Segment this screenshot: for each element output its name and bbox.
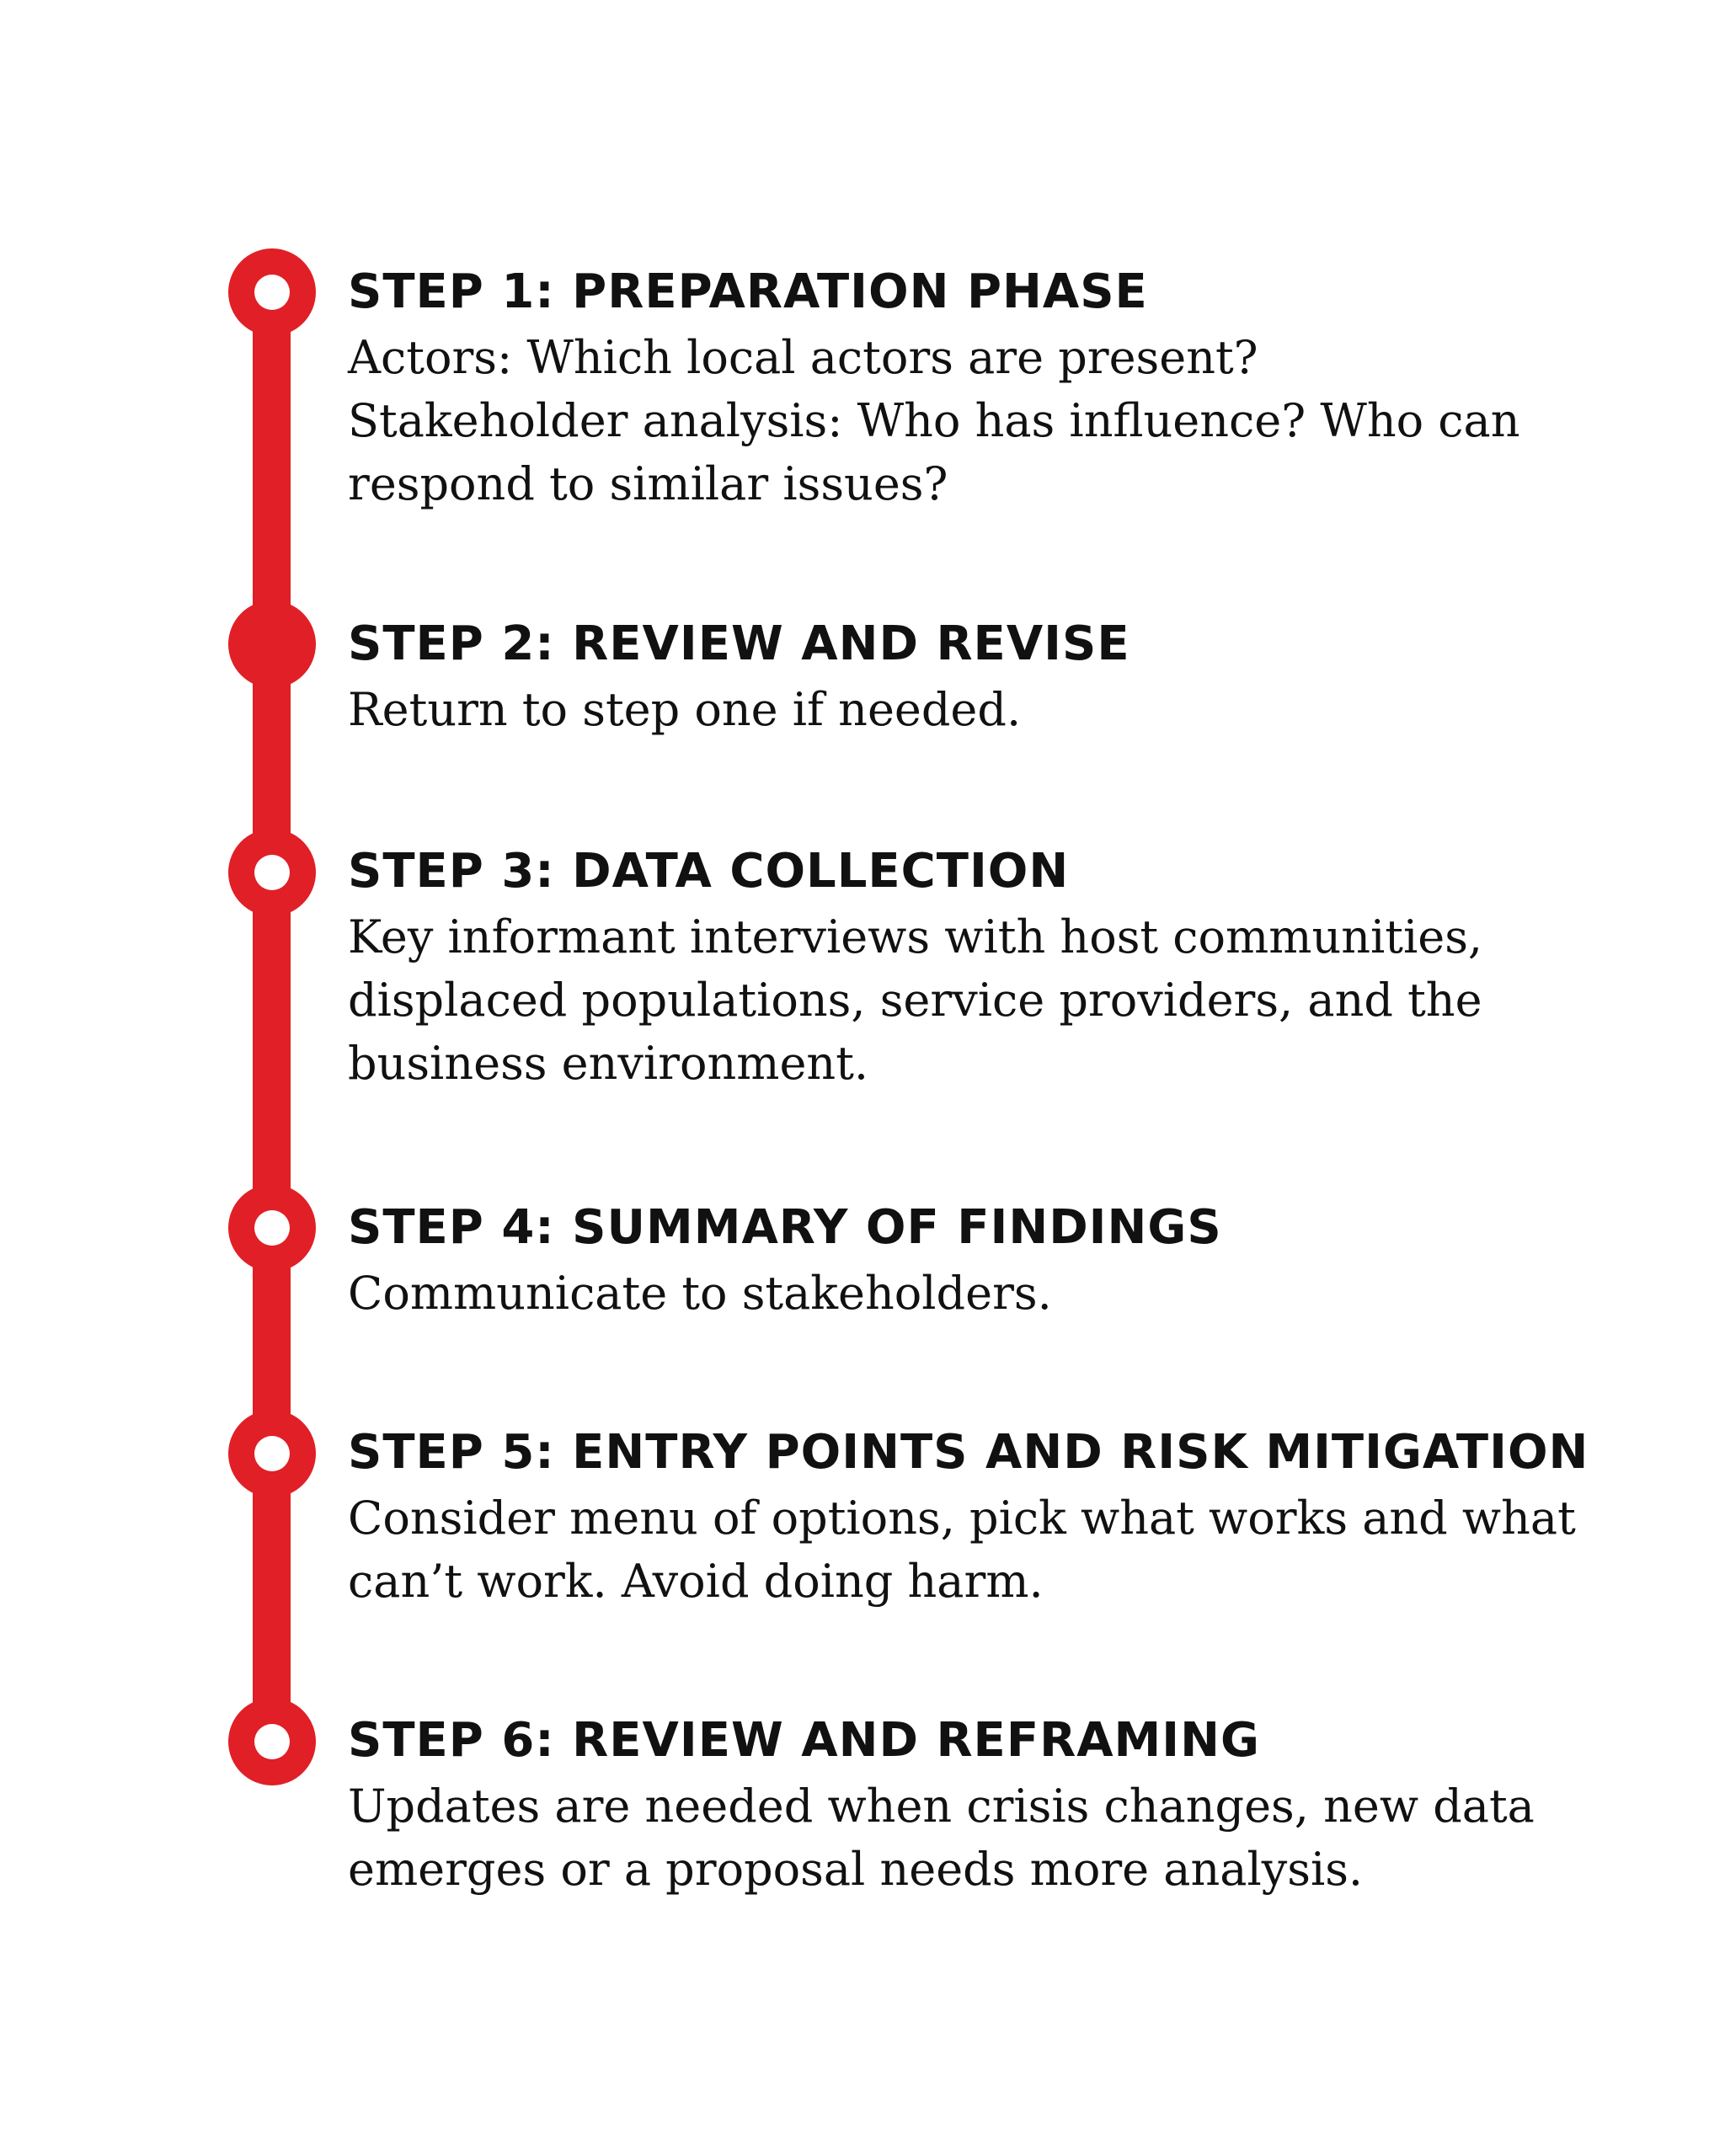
step-6-node-hole — [254, 1724, 290, 1759]
step-3-line-1: Key informant interviews with host communities, — [348, 910, 1483, 963]
step-2 — [348, 611, 1696, 741]
step-1-node-hole — [254, 275, 290, 310]
step-6-description — [348, 1774, 1696, 1901]
step-6-title: STEP 6: REVIEW AND REFRAMING — [348, 1713, 1260, 1768]
step-5-node — [228, 1410, 316, 1497]
step-3-description — [348, 905, 1696, 1095]
step-2-line-1: Return to step one if needed. — [348, 683, 1022, 736]
step-3-line-3: business environment. — [348, 1037, 869, 1090]
step-5-description — [348, 1486, 1696, 1613]
step-5-title: STEP 5: ENTRY POINTS AND RISK MITIGATION — [348, 1425, 1589, 1480]
step-4-node-hole — [254, 1210, 290, 1246]
step-2-title: STEP 2: REVIEW AND REVISE — [348, 616, 1130, 671]
step-1-description — [348, 326, 1696, 515]
step-3 — [348, 838, 1696, 1095]
step-6-line-1: Updates are needed when crisis changes, new data — [348, 1780, 1535, 1833]
step-3-node — [228, 829, 316, 916]
step-5-line-1: Consider menu of options, pick what works and what — [348, 1492, 1576, 1545]
step-2-node — [228, 600, 316, 688]
step-5 — [348, 1419, 1696, 1613]
step-4-line-1: Communicate to stakeholders. — [348, 1267, 1052, 1320]
step-6-line-2: emerges or a proposal needs more analysis. — [348, 1843, 1364, 1896]
step-1-title: STEP 1: PREPARATION PHASE — [348, 264, 1148, 319]
step-4-node — [228, 1184, 316, 1272]
step-5-line-2: can’t work. Avoid doing harm. — [348, 1555, 1044, 1608]
step-3-line-2: displaced populations, service providers, and the — [348, 974, 1482, 1027]
step-5-node-hole — [254, 1436, 290, 1471]
step-1-line-1: Actors: Which local actors are present? — [348, 331, 1258, 384]
step-4-title: STEP 4: SUMMARY OF FINDINGS — [348, 1200, 1222, 1255]
step-6-node — [228, 1698, 316, 1785]
step-1-line-3: respond to similar issues? — [348, 457, 948, 510]
step-3-title: STEP 3: DATA COLLECTION — [348, 844, 1070, 899]
step-4 — [348, 1194, 1696, 1325]
step-1-line-2: Stakeholder analysis: Who has influence? Who can — [348, 394, 1520, 447]
step-3-node-hole — [254, 855, 290, 890]
timeline-line — [253, 286, 291, 1743]
step-2-description — [348, 678, 1696, 741]
step-1 — [348, 259, 1696, 515]
step-1-node — [228, 248, 316, 336]
step-4-description — [348, 1262, 1696, 1325]
step-6 — [348, 1707, 1696, 1901]
